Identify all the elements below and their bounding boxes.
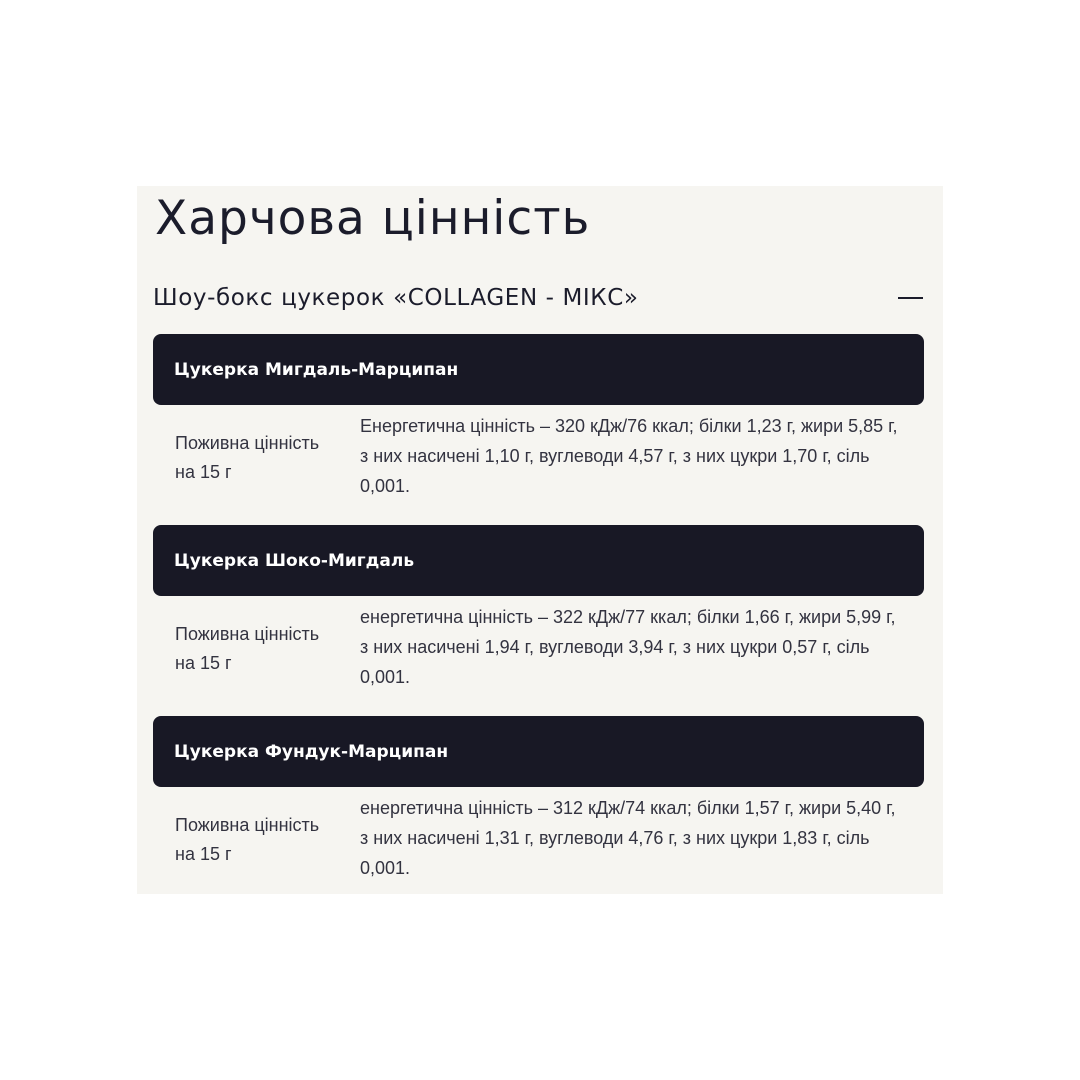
nutrition-value: Енергетична цінність – 320 кДж/76 ккал; білки 1,23 г, жири 5,85 г, з них насичені 1,10 г, вуглеводи 4,57 г, з них цукри 1,70 г, сіль 0,001.: [360, 416, 898, 496]
page-title: Харчова цінність: [155, 191, 591, 246]
nutrition-value: енергетична цінність – 322 кДж/77 ккал; білки 1,66 г, жири 5,99 г, з них насичені 1,94 г, вуглеводи 3,94 г, з них цукри 0,57 г, сіль 0,001.: [360, 607, 896, 687]
nutrition-value: енергетична цінність – 312 кДж/74 ккал; білки 1,57 г, жири 5,40 г, з них насичені 1,31 г, вуглеводи 4,76 г, з них цукри 1,83 г, сіль 0,001.: [360, 798, 896, 878]
candy-header-bar: [153, 334, 924, 405]
nutrition-row: [153, 596, 924, 716]
candy-name: Цукерка Фундук-Марципан: [174, 741, 449, 762]
accordion-title: Шоу-бокс цукерок «COLLAGEN - МІКС»: [153, 285, 639, 311]
candy-section: [153, 525, 924, 716]
accordion-header[interactable]: [153, 278, 924, 318]
candy-header-bar: [153, 716, 924, 787]
nutrition-row: [153, 787, 924, 907]
nutrition-label: Поживна цінність на 15 г: [175, 433, 320, 482]
nutrition-label: Поживна цінність на 15 г: [175, 624, 320, 673]
nutrition-panel: [137, 186, 943, 894]
minus-icon[interactable]: [896, 287, 924, 309]
nutrition-row: [153, 405, 924, 525]
nutrition-label: Поживна цінність на 15 г: [175, 815, 320, 864]
candy-section: [153, 334, 924, 525]
candy-name: Цукерка Шоко-Мигдаль: [174, 550, 415, 571]
candy-section: [153, 716, 924, 907]
candy-name: Цукерка Мигдаль-Марципан: [174, 359, 459, 380]
candy-header-bar: [153, 525, 924, 596]
